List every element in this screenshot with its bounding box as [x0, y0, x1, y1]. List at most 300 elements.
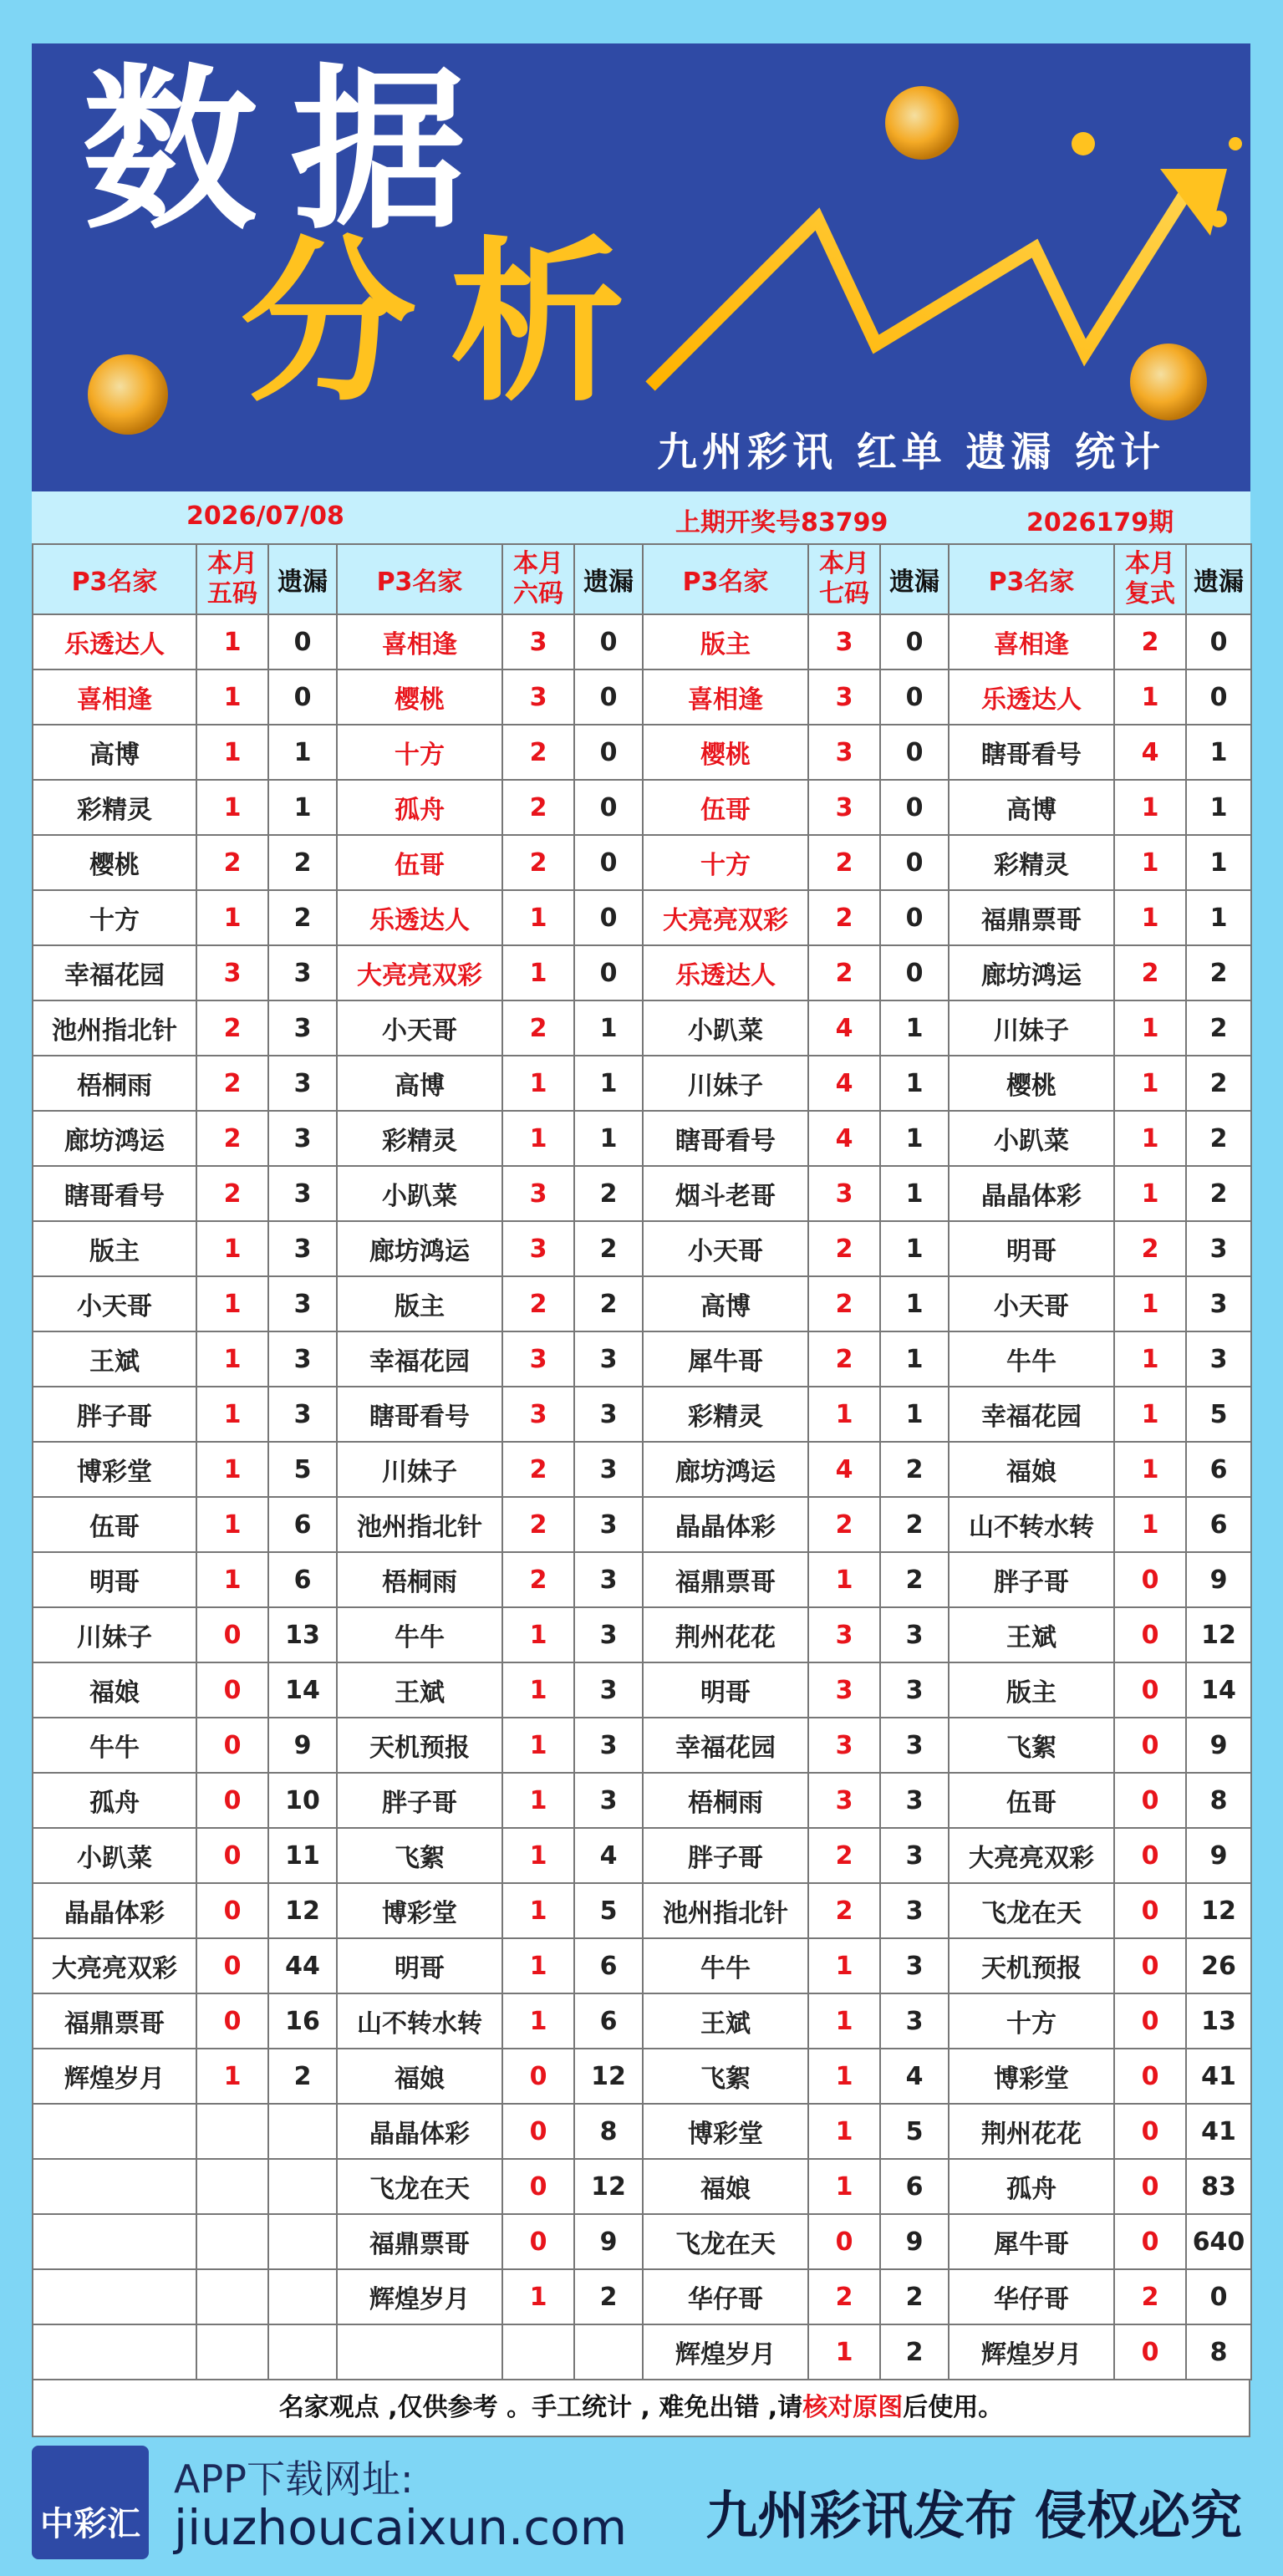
table-row — [33, 1331, 1251, 1387]
header-miss: 遗漏 — [1186, 544, 1251, 614]
month-hits: 1 — [196, 1552, 268, 1607]
expert-name: 乐透达人 — [337, 890, 502, 945]
expert-name: 福娘 — [643, 2159, 808, 2214]
miss-count: 8 — [1186, 1773, 1251, 1828]
month-hits: 2 — [502, 725, 574, 780]
miss-count: 0 — [574, 835, 643, 890]
expert-name: 十方 — [949, 1993, 1114, 2049]
expert-name: 喜相逢 — [33, 669, 196, 725]
month-hits: 1 — [808, 2159, 880, 2214]
month-hits: 1 — [1114, 1166, 1186, 1221]
expert-name: 十方 — [643, 835, 808, 890]
month-hits: 0 — [1114, 1883, 1186, 1938]
expert-name — [33, 2214, 196, 2269]
miss-count: 11 — [268, 1828, 337, 1883]
month-hits: 4 — [808, 1111, 880, 1166]
month-hits: 2 — [1114, 2269, 1186, 2324]
disclaimer-note — [32, 2380, 1250, 2437]
expert-name — [33, 2159, 196, 2214]
banner-title-line1: 数据 — [82, 48, 501, 253]
miss-count — [268, 2104, 337, 2159]
expert-name: 明哥 — [643, 1662, 808, 1718]
miss-count: 3 — [268, 1276, 337, 1331]
expert-name: 犀牛哥 — [643, 1331, 808, 1387]
month-hits: 1 — [808, 1387, 880, 1442]
header-name: P3名家 — [337, 544, 502, 614]
download-url[interactable]: jiuzhoucaixun.com — [174, 2499, 628, 2556]
miss-count: 0 — [880, 725, 949, 780]
expert-name: 大亮亮双彩 — [33, 1938, 196, 1993]
expert-name: 辉煌岁月 — [949, 2324, 1114, 2380]
expert-name: 飞絮 — [337, 1828, 502, 1883]
logo-text: 中彩汇 — [40, 2505, 140, 2543]
miss-count: 3 — [574, 1607, 643, 1662]
miss-count: 0 — [1186, 614, 1251, 669]
month-hits: 1 — [502, 890, 574, 945]
miss-count: 26 — [1186, 1938, 1251, 1993]
miss-count: 3 — [880, 1718, 949, 1773]
miss-count: 1 — [880, 1276, 949, 1331]
expert-name: 小趴菜 — [643, 1000, 808, 1056]
miss-count: 1 — [1186, 890, 1251, 945]
miss-count: 9 — [880, 2214, 949, 2269]
month-hits: 4 — [808, 1056, 880, 1111]
expert-name: 王斌 — [337, 1662, 502, 1718]
month-hits: 2 — [808, 890, 880, 945]
miss-count: 1 — [880, 1111, 949, 1166]
month-hits: 1 — [1114, 780, 1186, 835]
month-hits: 1 — [502, 2269, 574, 2324]
miss-count: 1 — [880, 1331, 949, 1387]
table-row — [33, 614, 1251, 669]
expert-name: 伍哥 — [337, 835, 502, 890]
expert-name: 福鼎票哥 — [949, 890, 1114, 945]
banner-title-line2: 分析 — [241, 221, 659, 425]
table-row — [33, 1938, 1251, 1993]
month-hits: 0 — [1114, 1993, 1186, 2049]
month-hits: 1 — [196, 669, 268, 725]
miss-count: 1 — [880, 1166, 949, 1221]
expert-name: 廊坊鸿运 — [33, 1111, 196, 1166]
copyright-notice: 九州彩讯发布 侵权必究 — [705, 2485, 1242, 2546]
month-hits: 1 — [196, 1331, 268, 1387]
miss-count: 3 — [574, 1552, 643, 1607]
month-hits: 1 — [1114, 1387, 1186, 1442]
expert-name: 川妹子 — [643, 1056, 808, 1111]
miss-count: 3 — [574, 1773, 643, 1828]
expert-name: 王斌 — [643, 1993, 808, 2049]
header-seven: 本月 七码 — [808, 544, 880, 614]
month-hits: 0 — [502, 2104, 574, 2159]
table-row — [33, 1442, 1251, 1497]
miss-count: 14 — [1186, 1662, 1251, 1718]
note-highlight: 核对原图 — [802, 2393, 904, 2422]
month-hits: 0 — [196, 1773, 268, 1828]
table-row — [33, 1221, 1251, 1276]
expert-name: 版主 — [337, 1276, 502, 1331]
expert-name: 牛牛 — [949, 1331, 1114, 1387]
table-row — [33, 1276, 1251, 1331]
expert-name: 天机预报 — [337, 1718, 502, 1773]
table-row — [33, 1056, 1251, 1111]
coin-icon — [885, 86, 959, 160]
month-hits: 0 — [196, 1883, 268, 1938]
month-hits: 1 — [502, 945, 574, 1000]
miss-count: 1 — [268, 725, 337, 780]
miss-count: 0 — [1186, 2269, 1251, 2324]
expert-name: 彩精灵 — [949, 835, 1114, 890]
month-hits: 1 — [196, 725, 268, 780]
miss-count: 3 — [1186, 1221, 1251, 1276]
expert-name: 彩精灵 — [337, 1111, 502, 1166]
miss-count: 4 — [880, 2049, 949, 2104]
miss-count: 9 — [268, 1718, 337, 1773]
expert-name: 晶晶体彩 — [949, 1166, 1114, 1221]
month-hits: 0 — [502, 2159, 574, 2214]
month-hits: 1 — [502, 1773, 574, 1828]
expert-name: 樱桃 — [643, 725, 808, 780]
miss-count: 9 — [574, 2214, 643, 2269]
miss-count: 3 — [268, 1221, 337, 1276]
expert-name: 胖子哥 — [337, 1773, 502, 1828]
expert-name: 福鼎票哥 — [337, 2214, 502, 2269]
miss-count: 44 — [268, 1938, 337, 1993]
month-hits: 2 — [808, 945, 880, 1000]
month-hits — [196, 2159, 268, 2214]
month-hits: 1 — [1114, 890, 1186, 945]
miss-count: 12 — [1186, 1883, 1251, 1938]
miss-count: 1 — [880, 1221, 949, 1276]
table-row — [33, 890, 1251, 945]
table-row — [33, 1552, 1251, 1607]
table-row — [33, 2324, 1251, 2380]
footer — [32, 2444, 1250, 2561]
miss-count: 0 — [574, 669, 643, 725]
month-hits: 1 — [502, 1718, 574, 1773]
month-hits: 2 — [808, 2269, 880, 2324]
expert-name: 瞎哥看号 — [337, 1387, 502, 1442]
expert-name: 大亮亮双彩 — [643, 890, 808, 945]
miss-count: 6 — [880, 2159, 949, 2214]
expert-name: 瞎哥看号 — [33, 1166, 196, 1221]
miss-count — [574, 2324, 643, 2380]
miss-count: 2 — [1186, 1000, 1251, 1056]
expert-name: 胖子哥 — [33, 1387, 196, 1442]
miss-count: 1 — [1186, 835, 1251, 890]
table-row — [33, 945, 1251, 1000]
miss-count: 1 — [574, 1111, 643, 1166]
table-row — [33, 1773, 1251, 1828]
month-hits: 3 — [502, 614, 574, 669]
expert-name: 廊坊鸿运 — [337, 1221, 502, 1276]
expert-name: 池州指北针 — [337, 1497, 502, 1552]
expert-name: 高博 — [949, 780, 1114, 835]
miss-count: 2 — [1186, 1166, 1251, 1221]
expert-name: 梧桐雨 — [643, 1773, 808, 1828]
miss-count: 6 — [268, 1552, 337, 1607]
expert-name: 瞎哥看号 — [949, 725, 1114, 780]
miss-count: 2 — [880, 1442, 949, 1497]
month-hits: 3 — [196, 945, 268, 1000]
miss-count — [268, 2269, 337, 2324]
month-hits: 1 — [196, 890, 268, 945]
table-row — [33, 1718, 1251, 1773]
month-hits: 3 — [808, 1662, 880, 1718]
expert-name: 牛牛 — [33, 1718, 196, 1773]
header-six: 本月 六码 — [502, 544, 574, 614]
table-row — [33, 1883, 1251, 1938]
month-hits — [196, 2104, 268, 2159]
miss-count: 5 — [1186, 1387, 1251, 1442]
miss-count: 0 — [880, 835, 949, 890]
miss-count: 3 — [574, 1662, 643, 1718]
expert-name: 幸福花园 — [643, 1718, 808, 1773]
expert-name: 孤舟 — [949, 2159, 1114, 2214]
month-hits: 1 — [196, 1497, 268, 1552]
expert-name: 小天哥 — [643, 1221, 808, 1276]
miss-count: 0 — [574, 945, 643, 1000]
month-hits: 2 — [196, 1166, 268, 1221]
miss-count: 0 — [574, 890, 643, 945]
miss-count: 3 — [1186, 1331, 1251, 1387]
month-hits: 2 — [502, 1442, 574, 1497]
miss-count — [268, 2159, 337, 2214]
info-bar — [32, 491, 1250, 543]
month-hits: 0 — [1114, 1828, 1186, 1883]
expert-name — [33, 2269, 196, 2324]
miss-count: 0 — [268, 669, 337, 725]
miss-count: 13 — [268, 1607, 337, 1662]
table-row — [33, 1000, 1251, 1056]
table-header-row — [33, 544, 1251, 614]
expert-name: 小趴菜 — [337, 1166, 502, 1221]
miss-count: 2 — [1186, 1056, 1251, 1111]
miss-count: 3 — [880, 1883, 949, 1938]
miss-count: 0 — [880, 614, 949, 669]
month-hits: 3 — [808, 669, 880, 725]
month-hits: 3 — [502, 1331, 574, 1387]
month-hits: 1 — [808, 2104, 880, 2159]
month-hits: 0 — [1114, 1718, 1186, 1773]
miss-count: 1 — [268, 780, 337, 835]
month-hits: 4 — [808, 1000, 880, 1056]
expert-name — [33, 2104, 196, 2159]
miss-count: 3 — [880, 1607, 949, 1662]
miss-count: 5 — [268, 1442, 337, 1497]
month-hits: 1 — [502, 1993, 574, 2049]
miss-count: 0 — [880, 780, 949, 835]
month-hits: 1 — [1114, 669, 1186, 725]
header-five: 本月 五码 — [196, 544, 268, 614]
month-hits: 2 — [808, 835, 880, 890]
month-hits: 0 — [1114, 1607, 1186, 1662]
expert-name: 华仔哥 — [643, 2269, 808, 2324]
month-hits — [502, 2324, 574, 2380]
miss-count: 1 — [574, 1000, 643, 1056]
expert-name: 高博 — [33, 725, 196, 780]
table-row — [33, 1387, 1251, 1442]
banner — [32, 43, 1250, 491]
month-hits: 1 — [808, 1938, 880, 1993]
table-row — [33, 1111, 1251, 1166]
expert-name: 晶晶体彩 — [337, 2104, 502, 2159]
expert-name: 福鼎票哥 — [33, 1993, 196, 2049]
month-hits: 0 — [502, 2049, 574, 2104]
miss-count: 0 — [880, 890, 949, 945]
miss-count: 12 — [574, 2159, 643, 2214]
miss-count: 2 — [880, 2324, 949, 2380]
miss-count: 2 — [1186, 945, 1251, 1000]
expert-name: 梧桐雨 — [337, 1552, 502, 1607]
expert-name: 川妹子 — [33, 1607, 196, 1662]
header-miss: 遗漏 — [880, 544, 949, 614]
month-hits: 0 — [1114, 1552, 1186, 1607]
miss-count: 5 — [574, 1883, 643, 1938]
miss-count: 2 — [1186, 1111, 1251, 1166]
expert-name: 山不转水转 — [337, 1993, 502, 2049]
month-hits: 1 — [1114, 1056, 1186, 1111]
expert-name: 喜相逢 — [643, 669, 808, 725]
month-hits: 1 — [196, 614, 268, 669]
expert-name: 幸福花园 — [337, 1331, 502, 1387]
month-hits: 2 — [502, 1552, 574, 1607]
expert-name: 牛牛 — [643, 1938, 808, 1993]
expert-name: 小趴菜 — [33, 1828, 196, 1883]
miss-count: 3 — [574, 1331, 643, 1387]
expert-name: 彩精灵 — [33, 780, 196, 835]
miss-count: 9 — [1186, 1828, 1251, 1883]
miss-count: 9 — [1186, 1718, 1251, 1773]
miss-count: 2 — [880, 1552, 949, 1607]
miss-count: 0 — [1186, 669, 1251, 725]
month-hits: 2 — [1114, 614, 1186, 669]
app-download-label: APP下载网址: — [174, 2456, 414, 2502]
expert-name: 福娘 — [33, 1662, 196, 1718]
expert-name: 博彩堂 — [643, 2104, 808, 2159]
expert-name: 孤舟 — [337, 780, 502, 835]
miss-count: 16 — [268, 1993, 337, 2049]
month-hits: 3 — [808, 1718, 880, 1773]
expert-name: 池州指北针 — [643, 1883, 808, 1938]
month-hits: 3 — [808, 780, 880, 835]
expert-name: 喜相逢 — [337, 614, 502, 669]
month-hits: 2 — [196, 1000, 268, 1056]
expert-name: 明哥 — [33, 1552, 196, 1607]
miss-count: 4 — [574, 1828, 643, 1883]
expert-name: 川妹子 — [337, 1442, 502, 1497]
note-text-end: 后使用。 — [903, 2393, 1004, 2422]
month-hits: 0 — [196, 1607, 268, 1662]
miss-count: 0 — [880, 669, 949, 725]
miss-count: 3 — [880, 1993, 949, 2049]
expert-name: 高博 — [643, 1276, 808, 1331]
table-row — [33, 1497, 1251, 1552]
header-fu: 本月 复式 — [1114, 544, 1186, 614]
miss-count: 3 — [574, 1387, 643, 1442]
miss-count: 9 — [1186, 1552, 1251, 1607]
miss-count: 1 — [1186, 725, 1251, 780]
table-row — [33, 1607, 1251, 1662]
miss-count: 12 — [268, 1883, 337, 1938]
expert-name: 幸福花园 — [33, 945, 196, 1000]
month-hits: 2 — [808, 1883, 880, 1938]
expert-name: 明哥 — [949, 1221, 1114, 1276]
month-hits: 1 — [808, 1552, 880, 1607]
expert-name: 飞龙在天 — [337, 2159, 502, 2214]
miss-count: 3 — [268, 1056, 337, 1111]
miss-count: 3 — [880, 1662, 949, 1718]
month-hits — [196, 2269, 268, 2324]
miss-count: 1 — [574, 1056, 643, 1111]
month-hits: 3 — [808, 1773, 880, 1828]
month-hits: 1 — [1114, 1111, 1186, 1166]
expert-name: 孤舟 — [33, 1773, 196, 1828]
month-hits: 2 — [196, 1111, 268, 1166]
table-row — [33, 669, 1251, 725]
expert-name: 牛牛 — [337, 1607, 502, 1662]
miss-count: 2 — [268, 835, 337, 890]
month-hits: 2 — [1114, 945, 1186, 1000]
miss-count: 5 — [880, 2104, 949, 2159]
month-hits: 1 — [1114, 1276, 1186, 1331]
month-hits: 1 — [502, 1883, 574, 1938]
expert-name: 胖子哥 — [949, 1552, 1114, 1607]
miss-count: 2 — [574, 1276, 643, 1331]
month-hits: 2 — [502, 1000, 574, 1056]
month-hits: 0 — [1114, 1773, 1186, 1828]
expert-name: 乐透达人 — [643, 945, 808, 1000]
expert-name: 山不转水转 — [949, 1497, 1114, 1552]
expert-name: 飞絮 — [949, 1718, 1114, 1773]
draw-date: 2026/07/08 — [186, 501, 344, 531]
table-row — [33, 2159, 1251, 2214]
miss-count: 2 — [574, 1166, 643, 1221]
miss-count: 0 — [574, 725, 643, 780]
month-hits: 3 — [808, 614, 880, 669]
expert-name: 小天哥 — [33, 1276, 196, 1331]
month-hits: 3 — [808, 725, 880, 780]
miss-count — [268, 2214, 337, 2269]
miss-count: 2 — [574, 1221, 643, 1276]
expert-name: 池州指北针 — [33, 1000, 196, 1056]
month-hits: 0 — [1114, 2049, 1186, 2104]
month-hits: 2 — [196, 835, 268, 890]
expert-name: 博彩堂 — [949, 2049, 1114, 2104]
month-hits: 3 — [502, 1221, 574, 1276]
expert-name: 荆州花花 — [949, 2104, 1114, 2159]
miss-count: 12 — [1186, 1607, 1251, 1662]
table-row — [33, 2269, 1251, 2324]
miss-count: 6 — [268, 1497, 337, 1552]
expert-name: 天机预报 — [949, 1938, 1114, 1993]
expert-name: 福鼎票哥 — [643, 1552, 808, 1607]
month-hits: 1 — [196, 1221, 268, 1276]
expert-name: 樱桃 — [337, 669, 502, 725]
expert-name: 飞龙在天 — [949, 1883, 1114, 1938]
month-hits: 0 — [502, 2214, 574, 2269]
table-row — [33, 835, 1251, 890]
expert-name: 晶晶体彩 — [643, 1497, 808, 1552]
app-logo — [32, 2446, 149, 2559]
expert-name: 乐透达人 — [33, 614, 196, 669]
month-hits: 1 — [196, 1387, 268, 1442]
month-hits — [196, 2214, 268, 2269]
expert-name: 晶晶体彩 — [33, 1883, 196, 1938]
header-miss: 遗漏 — [574, 544, 643, 614]
miss-count: 2 — [574, 2269, 643, 2324]
miss-count: 14 — [268, 1662, 337, 1718]
month-hits: 1 — [502, 1828, 574, 1883]
